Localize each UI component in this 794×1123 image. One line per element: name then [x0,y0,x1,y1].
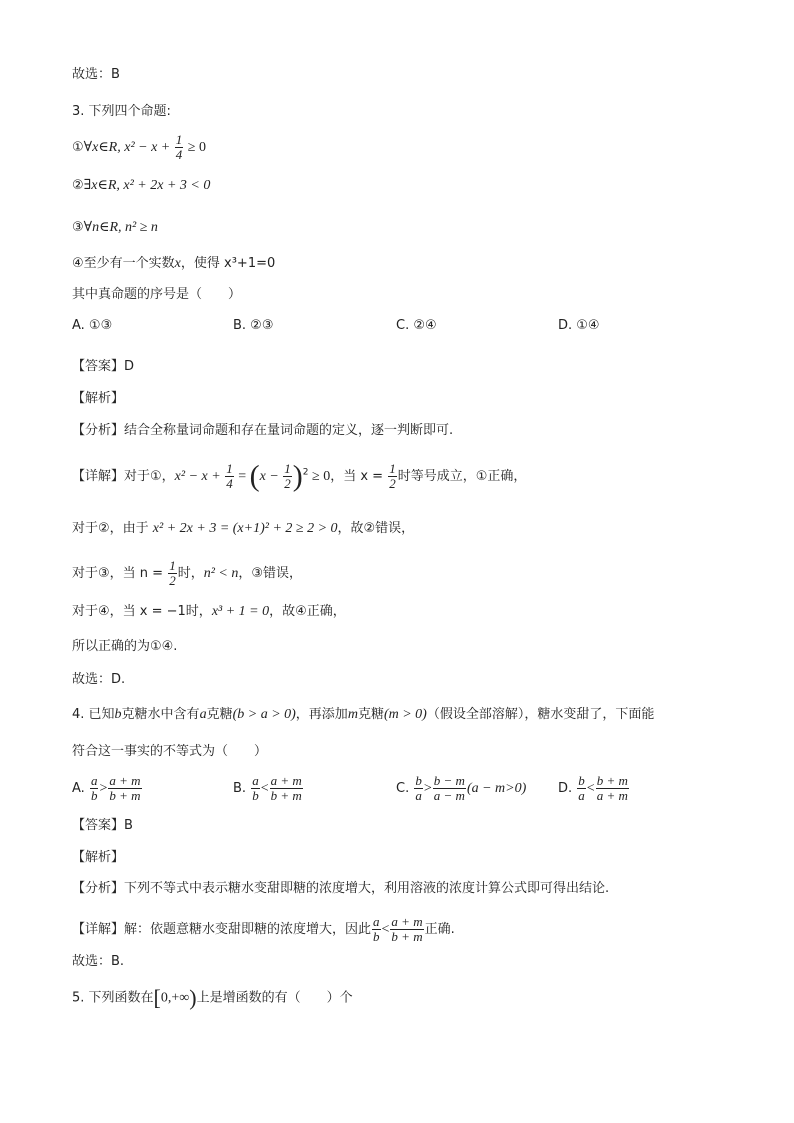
q4-option-d: D. $\frac{b}{a}$ < $\frac{b + m}{a + m}$ [558,773,628,803]
q3-conclusion: 所以正确的为①④. [72,639,178,654]
q3-detail-3: 对于③，当 n = $\frac{1}{2}$ 时，n² < n，③错误， [72,558,303,588]
q4-answer: 【答案】B [72,818,133,833]
q3-analysis-label: 【解析】 [72,391,125,406]
q4-analysis-label: 【解析】 [72,850,125,865]
q4-option-c: C. $\frac{b}{a}$ > $\frac{b - m}{a - m}$ (a − m>0) [396,773,527,803]
q4-stem-line-1: 4. 已知b克糖水中含有a克糖(b > a > 0)，再添加m克糖(m > 0)（假设全部溶解），糖水变甜了，下面能 [72,707,655,722]
q3-proposition-1: ①∀x∈R, x² − x + $\frac{1}{4}$ ≥ 0 [72,132,206,162]
q3-option-c: C. ②④ [396,318,437,333]
q4-option-a: A. $\frac{a}{b}$ > $\frac{a + m}{b + m}$ [72,773,141,803]
q3-answer: 【答案】D [72,359,135,374]
q3-proposition-3: ③∀n∈R, n² ≥ n [72,220,158,235]
q2-final-answer: 故选：B [72,67,120,82]
q3-option-a: A. ①③ [72,318,113,333]
q3-option-b: B. ②③ [233,318,274,333]
q3-question: 其中真命题的序号是（ ） [72,287,242,302]
q3-proposition-2: ②∃x∈R, x² + 2x + 3 < 0 [72,178,211,193]
q5-stem: 5. 下列函数在[0,+∞)上是增函数的有（ ）个 [72,985,353,1010]
q4-analysis-summary: 【分析】下列不等式中表示糖水变甜即糖的浓度增大，利用溶液的浓度计算公式即可得出结论. [72,881,610,896]
q3-option-d: D. ①④ [558,318,600,333]
q4-stem-line-2: 符合这一事实的不等式为（ ） [72,744,268,759]
q3-detail-1: 【详解】对于①，x² − x + $\frac{1}{4}$ = (x − $\frac{1}{2}$ )$^2$ ≥ 0，当 x = $\frac{1}{2}$ 时等号成立，①正确， [72,459,527,493]
q4-option-b: B. $\frac{a}{b}$ < $\frac{a + m}{b + m}$ [233,773,302,803]
q3-stem: 3. 下列四个命题: [72,104,171,119]
q3-final-answer: 故选：D. [72,672,126,687]
q4-final-answer: 故选：B. [72,954,125,969]
q3-detail-4: 对于④，当 x = −1时，x³ + 1 = 0，故④正确， [72,604,346,619]
q3-proposition-4: ④至少有一个实数x，使得 x³+1=0 [72,256,276,271]
q3-detail-2: 对于②，由于 x² + 2x + 3 = (x+1)² + 2 ≥ 2 > 0，故②错误， [72,521,415,536]
q3-analysis-summary: 【分析】结合全称量词命题和存在量词命题的定义，逐一判断即可. [72,423,454,438]
q4-detail: 【详解】解：依题意糖水变甜即糖的浓度增大，因此 $\frac{a}{b}$ < $\frac{a + m}{b + m}$ 正确. [72,914,455,944]
